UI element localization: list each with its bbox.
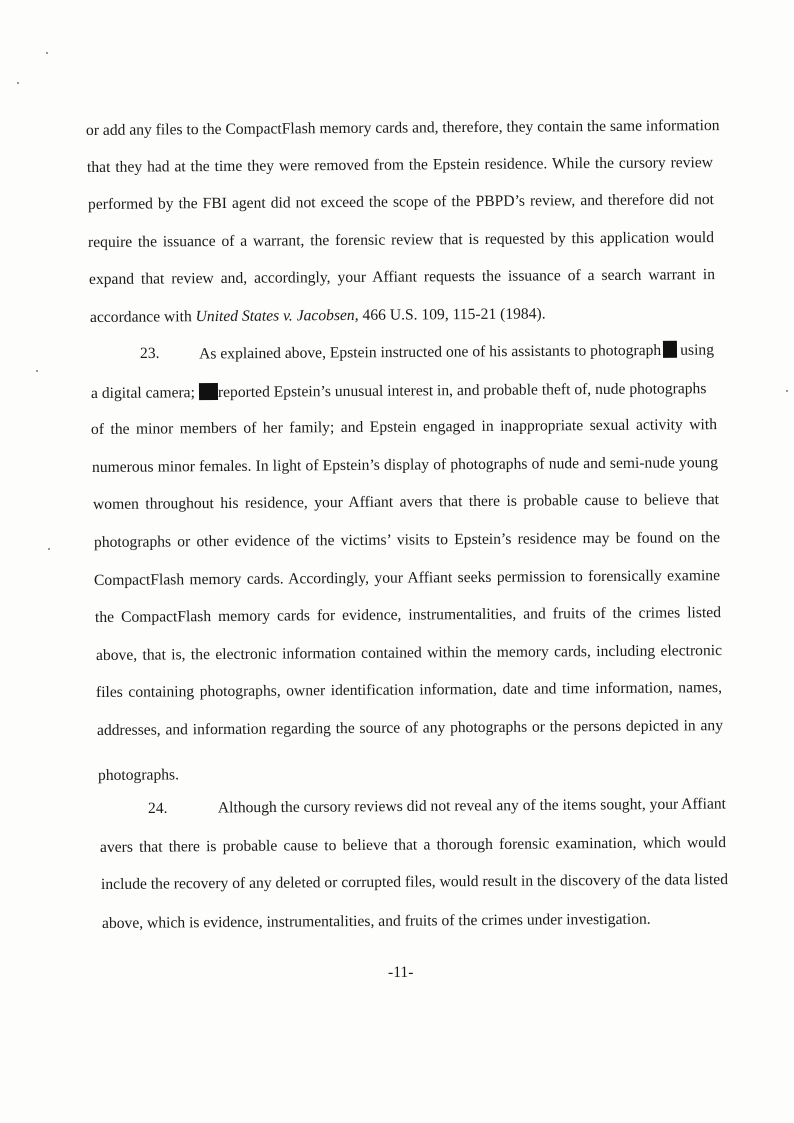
- body-text-line: above, that is, the electronic information contained within the memory cards, including electronic: [95, 642, 723, 664]
- body-text-line: require the issuance of a warrant, the forensic review that is requested by this application would: [87, 229, 715, 251]
- body-text-line: above, which is evidence, instrumentalities, and fruits of the crimes under investigation.: [101, 910, 651, 932]
- line-text: accordance with: [89, 308, 196, 326]
- body-text-line: expand that review and, accordingly, your Affiant requests the issuance of a search warrant in: [88, 266, 716, 288]
- case-citation: United States v. Jacobsen: [195, 306, 355, 326]
- scan-speck: [48, 548, 50, 550]
- scan-speck: [36, 370, 38, 372]
- body-text-line: that they had at the time they were removed from the Epstein residence. While the cursory review: [86, 154, 714, 176]
- body-text-line: photographs.: [97, 766, 180, 784]
- body-text-line: or add any files to the CompactFlash memory cards and, therefore, they contain the same information: [85, 117, 720, 139]
- body-text-line: [91, 379, 717, 403]
- body-text-line: CompactFlash memory cards. Accordingly, your Affiant seeks permission to forensically examine: [93, 567, 721, 589]
- paragraph-number: 24.: [147, 799, 168, 817]
- body-text-line: [140, 340, 714, 364]
- page-number: -11-: [388, 964, 414, 981]
- scan-speck: [786, 390, 788, 392]
- scan-speck: [46, 52, 48, 54]
- line-text: , 466 U.S. 109, 115-21 (1984).: [354, 305, 546, 324]
- body-text-line: files containing photographs, owner identification information, date and time information, names,: [95, 679, 723, 701]
- line-text-part: using: [680, 341, 715, 359]
- line-text: [199, 340, 714, 363]
- body-text-line: photographs or other evidence of the victims’ visits to Epstein’s residence may be found on the: [93, 529, 721, 551]
- body-text-line: of the minor members of her family; and Epstein engaged in inappropriate sexual activity with: [90, 416, 718, 438]
- body-text-line: addresses, and information regarding the source of any photographs or the persons depicted in any: [96, 717, 724, 739]
- body-text-line: [148, 795, 726, 818]
- body-text-line: numerous minor females. In light of Epstein’s display of photographs of nude and semi-nude young: [91, 454, 719, 476]
- line-text-part: As explained above, Epstein instructed one of his assistants to photograph: [199, 341, 662, 363]
- paragraph-number: 23.: [139, 344, 160, 362]
- body-text-line: [90, 305, 546, 327]
- redaction-box: [199, 383, 218, 400]
- scan-speck: [17, 82, 19, 84]
- redaction-box: [663, 341, 677, 358]
- body-text-line: women throughout his residence, your Affiant avers that there is probable cause to believe that: [92, 491, 720, 513]
- line-text: a digital camera;: [90, 384, 195, 402]
- body-text-line: include the recovery of any deleted or corrupted files, would result in the discovery of the data listed: [100, 871, 729, 893]
- line-text: reported Epstein’s unusual interest in, and probable theft of, nude photographs: [217, 380, 707, 402]
- body-text-line: the CompactFlash memory cards for evidence, instrumentalities, and fruits of the crimes listed: [94, 604, 722, 626]
- body-text-line: performed by the FBI agent did not exceed the scope of the PBPD’s review, and therefore did not: [87, 191, 715, 213]
- line-text: Although the cursory reviews did not reveal any of the items sought, your Affiant: [217, 795, 727, 817]
- body-text-line: avers that there is probable cause to believe that a thorough forensic examination, which would: [99, 834, 727, 856]
